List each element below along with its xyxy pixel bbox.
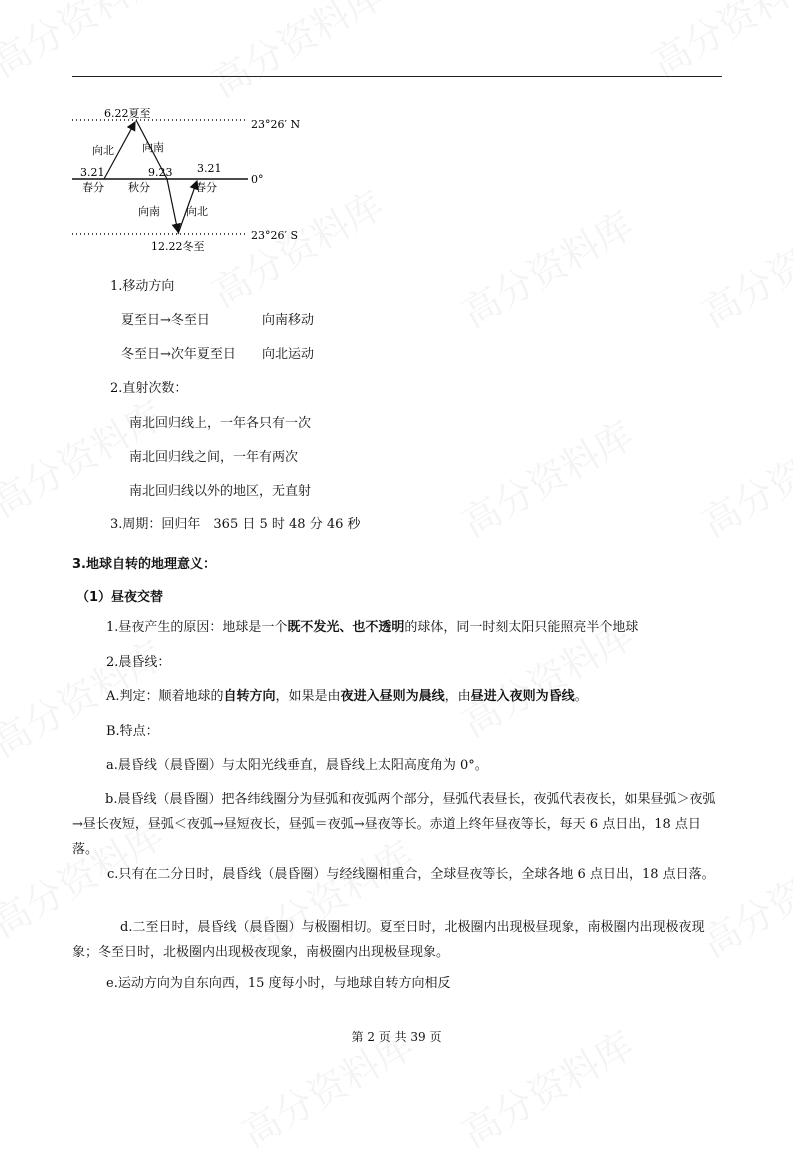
item1-title: 1.移动方向	[110, 279, 175, 294]
south-tropic-label: 23°26′ S	[251, 229, 299, 242]
page-footer: 第 2 页 共 39 页	[351, 1030, 442, 1044]
watermark	[690, 195, 793, 338]
item1-line2-b: 向北运动	[262, 347, 315, 362]
north-tropic-label: 23°26′ N	[251, 118, 301, 131]
item2-title: 2.直射次数：	[110, 381, 188, 396]
paragraph-2: 2.晨昏线：	[106, 655, 171, 670]
paragraph-e: e.运动方向为自东向西，15 度每小时，与地球自转方向相反	[106, 976, 451, 991]
winter-solstice-label: 12.22冬至	[151, 240, 205, 253]
item1-line2-a: 冬至日→次年夏至日	[121, 347, 236, 362]
paragraph-B: B.特点：	[106, 724, 159, 739]
header-rule	[72, 76, 722, 77]
left-date-label: 3.21	[80, 166, 105, 179]
item1-line1-b: 向南移动	[262, 313, 315, 328]
watermark	[640, 0, 793, 88]
item2-line1: 南北回归线上，一年各只有一次	[129, 416, 312, 431]
arrow-south-2-label: 向南	[138, 205, 160, 218]
paragraph-b: b.晨昏线（晨昏圈）把各纬线圈分为昼弧和夜弧两个部分，昼弧代表昼长，夜弧代表夜长，如果昼弧＞夜弧→昼长夜短，昼弧＜夜弧→昼短夜长，昼弧＝夜弧→昼夜等长。赤道上终年昼夜等长，每天 6 点日出，18 点日落。	[72, 792, 716, 857]
sun-direct-point-diagram	[60, 100, 320, 260]
paragraph-a: a.晨昏线（晨昏圈）与太阳光线垂直，晨昏线上太阳高度角为 0°。	[106, 758, 488, 773]
item2-line3: 南北回归线以外的地区，无直射	[129, 484, 312, 499]
right-season-label: 春分	[195, 181, 217, 194]
watermark	[690, 405, 793, 548]
mid-season-label: 秋分	[128, 181, 150, 194]
watermark	[0, 0, 172, 88]
section3-heading: 3.地球自转的地理意义：	[72, 557, 216, 572]
item3: 3.周期：回归年 365 日 5 时 48 分 46 秒	[110, 517, 361, 532]
arrow-north-1-label: 向北	[92, 144, 114, 157]
watermark	[200, 0, 392, 108]
right-date-label: 3.21	[197, 162, 222, 175]
paragraph-d: d.二至日时，晨昏线（晨昏圈）与极圈相切。夏至日时，北极圈内出现极昼现象，南极圈内出现极夜现象；冬至日时，北极圈内出现极夜现象，南极圈内出现极昼现象。	[72, 920, 705, 960]
section3-subheading: （1）昼夜交替	[76, 590, 164, 605]
paragraph-c: c.只有在二分日时，晨昏线（晨昏圈）与经线圈相重合，全球昼夜等长，全球各地 6 点日出，18 点日落。	[107, 867, 715, 882]
arrow-south-1-label: 向南	[142, 141, 164, 154]
equator-label: 0°	[251, 173, 264, 186]
paragraph-A: A.判定：顺着地球的自转方向，如果是由夜进入昼则为晨线，由昼进入夜则为昏线。	[106, 689, 588, 704]
arrow-north-2-label: 向北	[186, 205, 208, 218]
paragraph-1: 1.昼夜产生的原因：地球是一个既不发光、也不透明的球体，同一时刻太阳只能照亮半个地球	[106, 620, 639, 635]
item2-line2: 南北回归线之间，一年有两次	[129, 450, 299, 465]
mid-date-label: 9.23	[148, 166, 173, 179]
watermark	[450, 405, 642, 548]
item1-line1-a: 夏至日→冬至日	[121, 313, 210, 328]
left-season-label: 春分	[82, 181, 104, 194]
watermark	[450, 195, 642, 338]
arrow-south-2	[167, 179, 178, 232]
summer-solstice-label: 6.22夏至	[104, 107, 151, 120]
